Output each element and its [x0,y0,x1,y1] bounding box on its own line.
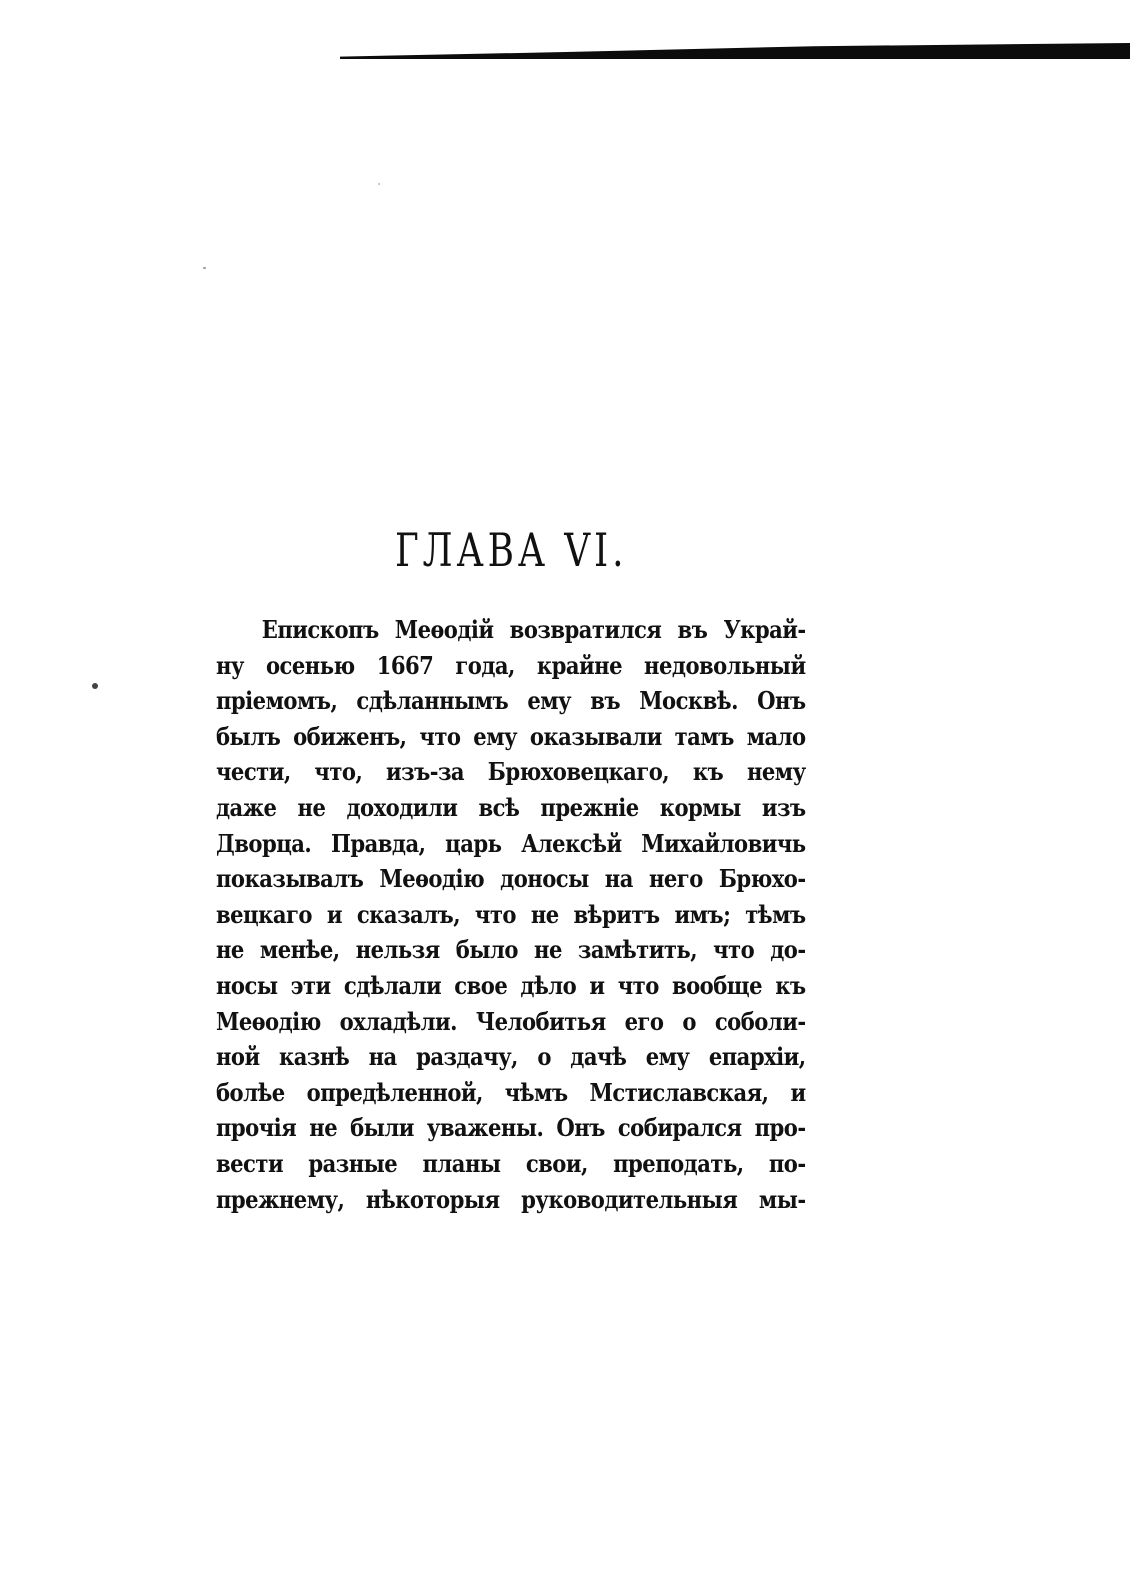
text-line: былъ обиженъ, что ему оказывали тамъ мало [216,721,806,751]
text-line: Дворца. Правда, царь Алексѣй Михайловичь [216,828,806,858]
text-line: носы эти сдѣлали свое дѣло и что вообще къ [216,970,806,1000]
chapter-body [216,612,806,1217]
text-line: болѣе опредѣленной, чѣмъ Мстиславская, и [216,1077,806,1107]
text-line: Меѳодію охладѣли. Челобитья его о соболи- [216,1006,806,1036]
text-line: пріемомъ, сдѣланнымъ ему въ Москвѣ. Онъ [216,686,806,716]
scan-speck [203,267,206,269]
text-line: ну осенью 1667 года, крайне недовольный [216,650,806,680]
scan-speck [92,683,98,689]
text-line: вести разные планы свои, преподать, по- [216,1148,806,1178]
text-line: чести, что, изъ-за Брюховецкаго, къ нему [216,757,806,787]
text-line: прежнему, нѣкоторыя руководительныя мы- [216,1184,806,1214]
top-rule [340,43,1130,59]
text-line: даже не доходили всѣ прежніе кормы изъ [216,792,806,822]
text-line: вецкаго и сказалъ, что не вѣритъ имъ; тѣмъ [216,899,806,929]
text-line: не менѣе, нельзя было не замѣтить, что до- [216,935,806,965]
text-line: Епископъ Меѳодій возвратился въ Украй- [261,615,806,644]
text-line: ной казнѣ на раздачу, о дачѣ ему епархіи, [216,1042,806,1072]
scan-speck [378,183,380,185]
chapter-title: ГЛАВА VI. [395,523,628,577]
text-line: прочія не были уважены. Онъ собирался про- [216,1113,806,1143]
text-line: показывалъ Меѳодію доносы на него Брюхо- [216,864,806,894]
